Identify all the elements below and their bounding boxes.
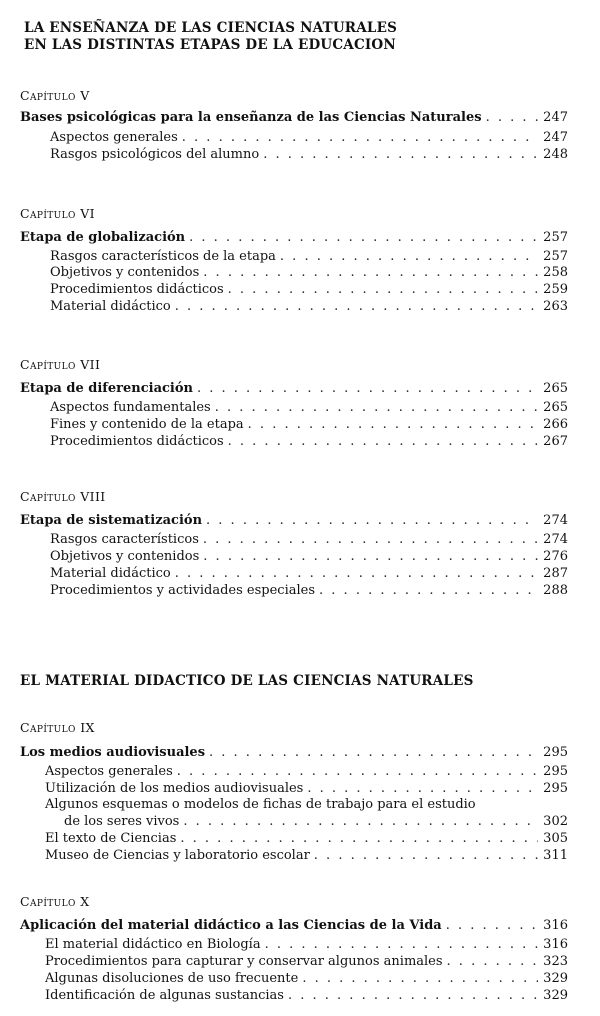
- chapter-label: Capítulo VII: [20, 357, 101, 372]
- dot-leader: [182, 130, 538, 145]
- dot-leader: [209, 745, 538, 760]
- entry-title: Etapa de diferenciación: [20, 381, 193, 396]
- entry-title: Procedimientos y actividades especiales: [50, 583, 316, 598]
- page-number: 267: [543, 434, 568, 449]
- entry-title: de los seres vivos: [64, 814, 180, 829]
- dot-leader: [288, 988, 538, 1003]
- toc-entry[interactable]: [50, 265, 568, 282]
- page-number: 265: [543, 400, 568, 415]
- toc-entry[interactable]: [45, 831, 568, 848]
- page-number: 247: [543, 110, 568, 125]
- toc-entry[interactable]: [45, 988, 568, 1005]
- entry-title: Objetivos y contenidos: [50, 265, 200, 280]
- page-number: 276: [543, 549, 568, 564]
- dot-leader: [203, 532, 538, 547]
- entry-title: Fines y contenido de la etapa: [50, 417, 244, 432]
- entry-title: Museo de Ciencias y laboratorio escolar: [45, 848, 310, 863]
- toc-entry[interactable]: [45, 937, 568, 954]
- dot-leader: [197, 381, 538, 396]
- entry-title: Rasgos psicológicos del alumno: [50, 147, 260, 162]
- entry-title: Etapa de sistematización: [20, 513, 203, 528]
- page-number: 274: [543, 532, 568, 547]
- page-number: 311: [543, 848, 568, 863]
- toc-entry[interactable]: [50, 566, 568, 583]
- page-number: 248: [543, 147, 568, 162]
- toc-entry[interactable]: [45, 954, 568, 971]
- toc-entry[interactable]: [64, 814, 568, 831]
- toc-main-entry[interactable]: [20, 745, 568, 762]
- toc-entry[interactable]: [45, 781, 568, 798]
- dot-leader: [248, 417, 538, 432]
- entry-title: Rasgos característicos de la etapa: [50, 249, 276, 264]
- entry-title: Material didáctico: [50, 299, 171, 314]
- dot-leader: [228, 434, 538, 449]
- dot-leader: [486, 110, 538, 125]
- page-number: 266: [543, 417, 568, 432]
- toc-entry[interactable]: [50, 400, 568, 417]
- toc-entry[interactable]: [50, 583, 568, 600]
- dot-leader: [206, 513, 538, 528]
- entry-title: Rasgos característicos: [50, 532, 199, 547]
- dot-leader: [203, 265, 538, 280]
- chapter-label: Capítulo VIII: [20, 489, 106, 504]
- entry-title: Bases psicológicas para la enseñanza de las Ciencias Naturales: [20, 110, 482, 125]
- entry-title: El material didáctico en Biología: [45, 937, 261, 952]
- part-title-line: LA ENSEÑANZA DE LAS CIENCIAS NATURALES: [24, 20, 398, 36]
- page-number: 259: [543, 282, 568, 297]
- toc-entry[interactable]: [50, 549, 568, 566]
- entry-title: Aplicación del material didáctico a las Ciencias de la Vida: [20, 918, 442, 933]
- dot-leader: [177, 764, 538, 779]
- page-number: 302: [543, 814, 568, 829]
- dot-leader: [314, 848, 538, 863]
- toc-entry[interactable]: [50, 147, 568, 164]
- toc-entry-continued[interactable]: Algunos esquemas o modelos de fichas de trabajo para el estudio: [45, 797, 476, 812]
- dot-leader: [203, 549, 538, 564]
- toc-entry[interactable]: [45, 764, 568, 781]
- dot-leader: [183, 814, 538, 829]
- dot-leader: [263, 147, 538, 162]
- toc-entry[interactable]: [50, 532, 568, 549]
- toc-entry[interactable]: [50, 299, 568, 316]
- page-number: 257: [543, 249, 568, 264]
- page-number: 316: [543, 937, 568, 952]
- dot-leader: [180, 831, 538, 846]
- dot-leader: [307, 781, 538, 796]
- entry-title: Procedimientos didácticos: [50, 434, 224, 449]
- page-number: 257: [543, 230, 568, 245]
- page-number: 316: [543, 918, 568, 933]
- entry-title: Material didáctico: [50, 566, 171, 581]
- chapter-label: Capítulo IX: [20, 720, 95, 735]
- dot-leader: [302, 971, 538, 986]
- page-number: 247: [543, 130, 568, 145]
- entry-title: Procedimientos didácticos: [50, 282, 224, 297]
- entry-title: Los medios audiovisuales: [20, 745, 206, 760]
- toc-entry[interactable]: [50, 417, 568, 434]
- page-number: 305: [543, 831, 568, 846]
- entry-title: Objetivos y contenidos: [50, 549, 200, 564]
- page-number: 295: [543, 764, 568, 779]
- toc-entry[interactable]: [45, 848, 568, 865]
- entry-title: El texto de Ciencias: [45, 831, 177, 846]
- dot-leader: [319, 583, 538, 598]
- toc-main-entry[interactable]: [20, 230, 568, 247]
- chapter-label: Capítulo X: [20, 894, 90, 909]
- page-number: 258: [543, 265, 568, 280]
- toc-entry[interactable]: [50, 130, 568, 147]
- toc-main-entry[interactable]: [20, 381, 568, 398]
- dot-leader: [189, 230, 538, 245]
- page-number: 295: [543, 781, 568, 796]
- page-number: 323: [543, 954, 568, 969]
- toc-entry[interactable]: [50, 434, 568, 451]
- entry-title: Procedimientos para capturar y conservar algunos animales: [45, 954, 443, 969]
- page-number: 274: [543, 513, 568, 528]
- dot-leader: [175, 566, 538, 581]
- chapter-label: Capítulo V: [20, 88, 90, 103]
- dot-leader: [447, 954, 538, 969]
- page-number: 263: [543, 299, 568, 314]
- page-number: 329: [543, 988, 568, 1003]
- toc-entry[interactable]: [45, 971, 568, 988]
- dot-leader: [265, 937, 538, 952]
- chapter-label: Capítulo VI: [20, 206, 95, 221]
- toc-entry[interactable]: [50, 282, 568, 299]
- dot-leader: [446, 918, 538, 933]
- entry-title: Algunas disoluciones de uso frecuente: [45, 971, 299, 986]
- entry-title: Etapa de globalización: [20, 230, 186, 245]
- dot-leader: [280, 249, 538, 264]
- page-number: 287: [543, 566, 568, 581]
- toc-entry[interactable]: [50, 249, 568, 266]
- entry-title: Aspectos generales: [50, 130, 178, 145]
- page-number: 265: [543, 381, 568, 396]
- dot-leader: [175, 299, 538, 314]
- page-number: 288: [543, 583, 568, 598]
- part-title-line: EL MATERIAL DIDACTICO DE LAS CIENCIAS NATURALES: [20, 673, 474, 689]
- entry-title: Utilización de los medios audiovisuales: [45, 781, 304, 796]
- page-number: 329: [543, 971, 568, 986]
- dot-leader: [215, 400, 538, 415]
- toc-main-entry[interactable]: [20, 110, 568, 127]
- dot-leader: [228, 282, 538, 297]
- entry-title: Aspectos generales: [45, 764, 173, 779]
- page-number: 295: [543, 745, 568, 760]
- entry-title: Identificación de algunas sustancias: [45, 988, 284, 1003]
- entry-title: Aspectos fundamentales: [50, 400, 211, 415]
- toc-main-entry[interactable]: [20, 513, 568, 530]
- toc-main-entry[interactable]: [20, 918, 568, 935]
- part-title-line: EN LAS DISTINTAS ETAPAS DE LA EDUCACION: [24, 37, 396, 53]
